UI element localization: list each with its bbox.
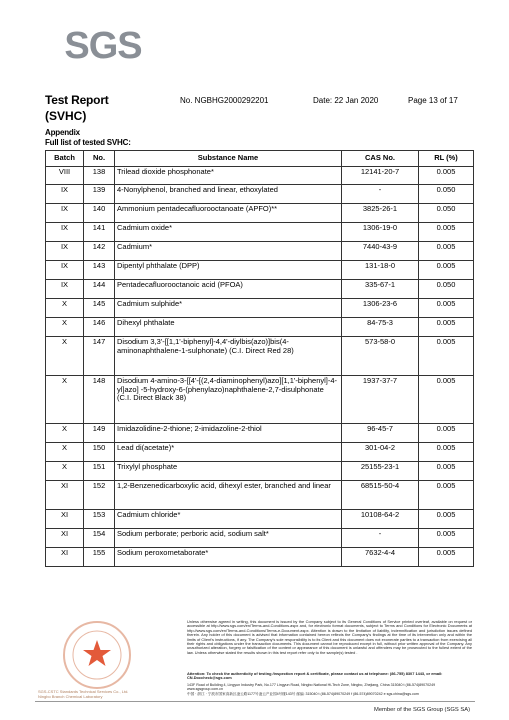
table-row	[46, 376, 474, 424]
cell-batch: IX	[46, 261, 84, 280]
cell-cas: 68515-50-4	[342, 481, 419, 510]
footer-divider	[35, 701, 475, 702]
cell-substance: Trilead dioxide phosphonate*	[115, 167, 342, 185]
cell-substance: Disodium 3,3'-[[1,1'-biphenyl]-4,4'-diylbis(azo)]bis(4-aminonaphthalene-1-sulphonate) (C.I. Direct Red 28)	[115, 337, 342, 376]
cell-rl: 0.005	[419, 376, 474, 424]
cell-rl: 0.005	[419, 529, 474, 548]
cell-cas: 96-45-7	[342, 424, 419, 443]
cell-substance: Sodium peroxometaborate*	[115, 548, 342, 567]
cell-rl: 0.005	[419, 223, 474, 242]
cell-rl: 0.005	[419, 167, 474, 185]
list-title: Full list of tested SVHC:	[45, 138, 131, 147]
cell-no: 139	[84, 185, 115, 204]
report-date: Date: 22 Jan 2020	[313, 96, 379, 105]
cell-cas: 1306-23-6	[342, 299, 419, 318]
cell-batch: VIII	[46, 167, 84, 185]
cell-batch: X	[46, 376, 84, 424]
cell-no: 154	[84, 529, 115, 548]
member-of-sgs: Member of the SGS Group (SGS SA)	[374, 707, 471, 713]
table-row	[46, 337, 474, 376]
table-row	[46, 167, 474, 185]
cell-batch: IX	[46, 204, 84, 223]
cell-rl: 0.005	[419, 481, 474, 510]
cell-no: 149	[84, 424, 115, 443]
report-title: Test Report	[45, 93, 109, 107]
report-number: No. NGBHG2000292201	[180, 96, 269, 105]
footer-address-cn: 中国 · 浙江 · 宁波市国家高新区凌云路1177号凌云产业园4号楼143号 邮编: 315040 t (86-574)89070249 f (86-574)89070242 e sgs.china@sgs.com	[187, 691, 419, 696]
header-cas: CAS No.	[342, 151, 419, 167]
cell-no: 145	[84, 299, 115, 318]
cell-substance: Lead di(acetate)*	[115, 443, 342, 462]
table-row	[46, 443, 474, 462]
cell-cas: 7440-43-9	[342, 242, 419, 261]
footer-address-en: 143F Road of Building 4, Lingyun Industry Park, No.177 Lingyun Road, Ningbo National Hi-Tech Zone, Ningbo, Zhejiang, China 315040 t (86-574)89070249 www.sgsgroup.com.cn	[187, 683, 436, 692]
cell-no: 143	[84, 261, 115, 280]
table-row	[46, 424, 474, 443]
cell-rl: 0.005	[419, 424, 474, 443]
chinese-lab-seal-icon	[60, 618, 134, 692]
sgs-logo-text: SGS	[64, 25, 142, 64]
header-batch: Batch	[46, 151, 84, 167]
cell-no: 155	[84, 548, 115, 567]
report-subtitle: (SVHC)	[45, 109, 87, 123]
table-row	[46, 481, 474, 510]
cell-rl: 0.005	[419, 510, 474, 529]
cell-substance: Dihexyl phthalate	[115, 318, 342, 337]
cell-substance: Dipentyl phthalate (DPP)	[115, 261, 342, 280]
cell-substance: Cadmium chloride*	[115, 510, 342, 529]
table-row	[46, 204, 474, 223]
table-body	[46, 167, 474, 567]
cell-substance: Cadmium oxide*	[115, 223, 342, 242]
footer-address	[187, 683, 472, 696]
table-row	[46, 185, 474, 204]
cell-cas: 1306-19-0	[342, 223, 419, 242]
table-row	[46, 280, 474, 299]
table-row	[46, 548, 474, 567]
footer-lab: Ningbo Branch Chemical Laboratory	[38, 694, 103, 699]
cell-batch: XI	[46, 529, 84, 548]
cell-batch: IX	[46, 185, 84, 204]
cell-cas: 131-18-0	[342, 261, 419, 280]
cell-no: 153	[84, 510, 115, 529]
cell-rl: 0.005	[419, 548, 474, 567]
cell-no: 141	[84, 223, 115, 242]
footer-company: SGS-CSTC Standards Technical Services Co., Ltd.	[38, 689, 129, 694]
cell-substance: Imidazolidine-2-thione; 2-imidazoline-2-thiol	[115, 424, 342, 443]
table-header-row	[46, 151, 474, 167]
cell-batch: X	[46, 462, 84, 481]
cell-cas: 84-75-3	[342, 318, 419, 337]
cell-no: 151	[84, 462, 115, 481]
header-substance: Substance Name	[115, 151, 342, 167]
cell-batch: IX	[46, 280, 84, 299]
cell-substance: Trixylyl phosphate	[115, 462, 342, 481]
cell-batch: X	[46, 299, 84, 318]
cell-cas: 301-04-2	[342, 443, 419, 462]
cell-substance: Cadmium sulphide*	[115, 299, 342, 318]
table-row	[46, 242, 474, 261]
cell-substance: Cadmium*	[115, 242, 342, 261]
cell-no: 146	[84, 318, 115, 337]
cell-rl: 0.005	[419, 318, 474, 337]
cell-rl: 0.005	[419, 443, 474, 462]
sgs-logo	[64, 24, 142, 64]
table-row	[46, 318, 474, 337]
cell-rl: 0.005	[419, 242, 474, 261]
cell-no: 144	[84, 280, 115, 299]
cell-substance: Pentadecafluorooctanoic acid (PFOA)	[115, 280, 342, 299]
cell-no: 142	[84, 242, 115, 261]
table-row	[46, 462, 474, 481]
cell-substance: Disodium 4-amino-3-[[4'-[(2,4-diaminophenyl)azo][1,1'-biphenyl]-4-yl]azo] -5-hydroxy-6-(phenylazo)naphthalene-2,7-disulphonate (C.I. Direct Black 38)	[115, 376, 342, 424]
cell-no: 138	[84, 167, 115, 185]
cell-substance: 4-Nonylphenol, branched and linear, ethoxylated	[115, 185, 342, 204]
cell-cas: 25155-23-1	[342, 462, 419, 481]
cell-cas: 12141-20-7	[342, 167, 419, 185]
cell-cas: -	[342, 529, 419, 548]
footer-disclaimer: Unless otherwise agreed in writing, this document is issued by the Company subject to its General Conditions of Service printed overleaf, available on request or accessible at http://www.sgs.com/en/Terms-and-Conditions.aspx and, for electronic format documents, subject to Terms and Conditions for Electronic Documents at http://www.sgs.com/en/Terms-and-Conditions/Terms-e-Document.aspx. Attention is drawn to the limitation of liability, indemnification and jurisdiction issues defined therein. Any holder of this document is advised that information contained hereon reflects the Company's findings at the time of its intervention only and within the limits of Client's instructions, if any. The Company's sole responsibility is to its Client and this document does not exonerate parties to a transaction from exercising all their rights and obligations under the transaction documents. This document cannot be reproduced except in full, without prior written approval of the Company. Any unauthorized alteration, forgery or falsification of the content or appearance of this document is unlawful and offenders may be prosecuted to the fullest extent of the law. Unless otherwise stated the results shown in this test report refer only to the sample(s) tested .	[187, 619, 472, 655]
cell-rl: 0.005	[419, 299, 474, 318]
cell-no: 152	[84, 481, 115, 510]
cell-cas: 7632-4-4	[342, 548, 419, 567]
cell-no: 150	[84, 443, 115, 462]
cell-cas: 573-58-0	[342, 337, 419, 376]
page-number: Page 13 of 17	[408, 96, 458, 105]
svhc-table	[45, 150, 474, 567]
cell-batch: X	[46, 318, 84, 337]
cell-cas: 3825-26-1	[342, 204, 419, 223]
cell-batch: XI	[46, 548, 84, 567]
cell-substance: Sodium perborate; perboric acid, sodium salt*	[115, 529, 342, 548]
header-no: No.	[84, 151, 115, 167]
cell-cas: -	[342, 185, 419, 204]
cell-batch: X	[46, 443, 84, 462]
cell-rl: 0.050	[419, 185, 474, 204]
footer-attention: Attention: To check the authenticity of testing /inspection report & certificate, please contact us at telephone: (86-755) 8307 1443, or email: CN.Doccheck@sgs.com	[187, 671, 443, 681]
cell-rl: 0.005	[419, 261, 474, 280]
cell-cas: 10108-64-2	[342, 510, 419, 529]
cell-rl: 0.005	[419, 462, 474, 481]
table-row	[46, 223, 474, 242]
header-rl: RL (%)	[419, 151, 474, 167]
cell-batch: X	[46, 424, 84, 443]
cell-cas: 1937-37-7	[342, 376, 419, 424]
cell-substance: Ammonium pentadecafluorooctanoate (APFO)**	[115, 204, 342, 223]
cell-rl: 0.050	[419, 204, 474, 223]
cell-batch: IX	[46, 223, 84, 242]
cell-no: 147	[84, 337, 115, 376]
cell-batch: XI	[46, 481, 84, 510]
cell-cas: 335-67-1	[342, 280, 419, 299]
cell-batch: X	[46, 337, 84, 376]
cell-rl: 0.005	[419, 337, 474, 376]
cell-substance: 1,2-Benzenedicarboxylic acid, dihexyl ester, branched and linear	[115, 481, 342, 510]
cell-batch: IX	[46, 242, 84, 261]
appendix-title: Appendix	[45, 128, 80, 137]
table-row	[46, 510, 474, 529]
cell-rl: 0.050	[419, 280, 474, 299]
table-row	[46, 261, 474, 280]
cell-no: 140	[84, 204, 115, 223]
cell-no: 148	[84, 376, 115, 424]
cell-batch: XI	[46, 510, 84, 529]
table-row	[46, 299, 474, 318]
table-row	[46, 529, 474, 548]
